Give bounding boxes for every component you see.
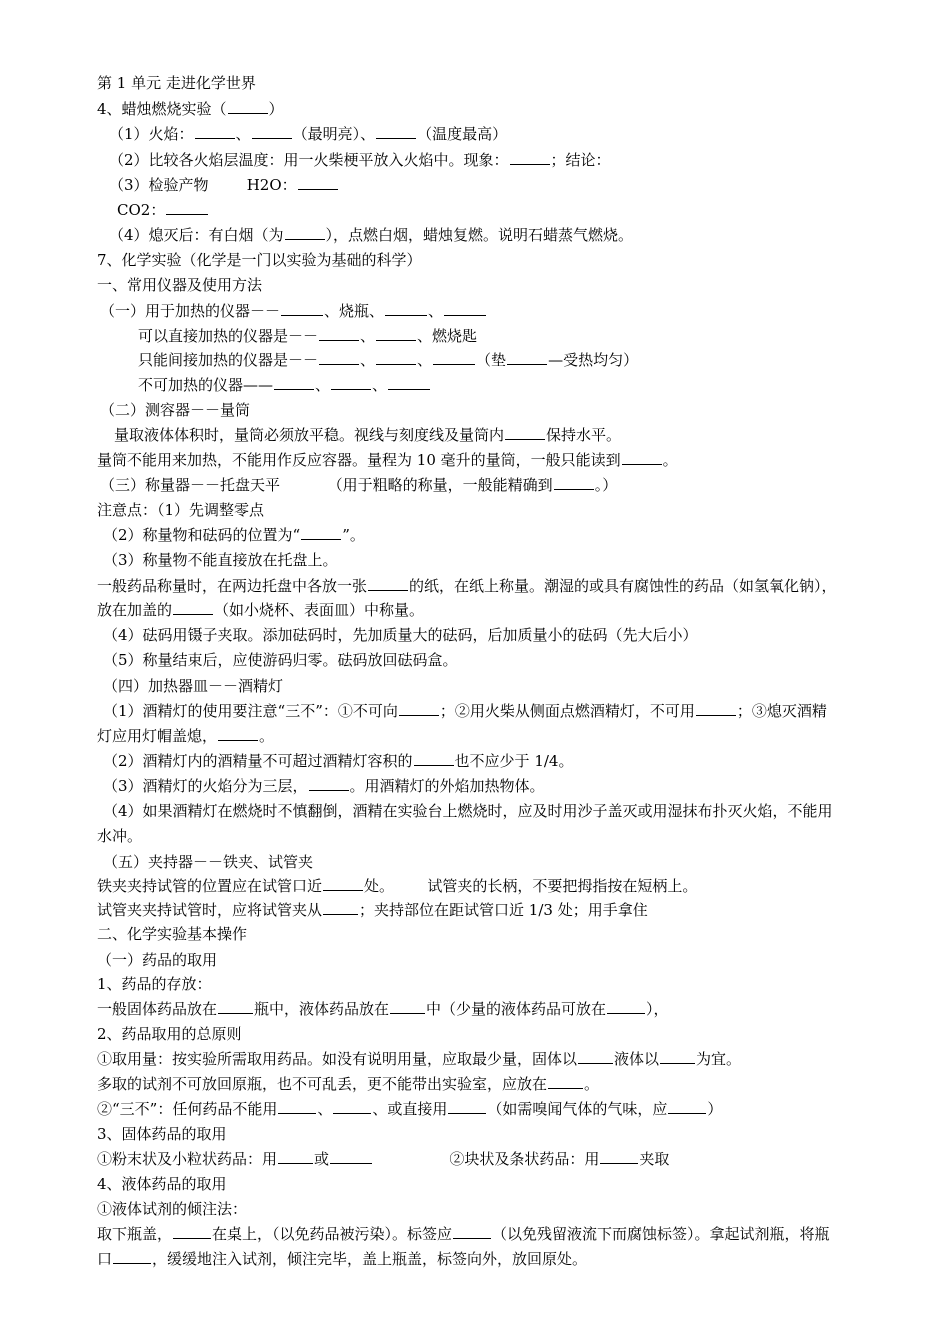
- text-line: [103, 676, 283, 696]
- text-line: [97, 576, 837, 596]
- fill-in-blank: [390, 999, 425, 1014]
- line-text: 注意点：（1）先调整零点: [97, 501, 265, 519]
- line-text: 4、液体药品的取用: [97, 1175, 227, 1193]
- unit-title: 第 1 单元 走进化学世界: [97, 74, 256, 92]
- fill-in-blank: [278, 1099, 316, 1114]
- fill-in-blank: [622, 450, 662, 465]
- line-text: 、: [315, 376, 331, 394]
- fill-in-blank: [505, 425, 545, 440]
- fill-in-blank: [548, 1074, 583, 1089]
- text-line: [97, 1249, 587, 1269]
- text-line: [103, 625, 698, 645]
- line-text: 二、化学实验基本操作: [97, 925, 248, 943]
- line-text: 试管夹夹持试管时，应将试管夹从: [97, 901, 323, 919]
- line-text: （以免残留液流下而腐蚀标签）。拿起试剂瓶，将瓶: [492, 1225, 830, 1243]
- text-line: [103, 650, 458, 670]
- fill-in-blank: [218, 999, 253, 1014]
- line-text: （如需嗅闻气体的气味，应: [487, 1100, 668, 1118]
- fill-in-blank: [668, 1099, 706, 1114]
- text-line: [97, 974, 212, 994]
- fill-in-blank: [696, 701, 736, 716]
- text-line: [103, 801, 833, 821]
- line-text: 取下瓶盖，: [97, 1225, 173, 1243]
- line-text: ，缓缓地注入试剂，倾注完毕，盖上瓶盖，标签向外，放回原处。: [152, 1250, 588, 1268]
- line-text: ），: [646, 1000, 669, 1018]
- line-text: 量筒不能用来加热，不能用作反应容器。量程为 10 毫升的量筒，一般只能读到: [97, 451, 621, 469]
- line-text: 在桌上，（以免药品被污染）。标签应: [212, 1225, 453, 1243]
- line-text: ；③熄灭酒精: [736, 702, 827, 720]
- line-text: （1）酒精灯的使用要注意“三不”：①不可向: [103, 702, 398, 720]
- text-line: [103, 550, 338, 570]
- line-text: 铁夹夹持试管的位置应在试管口近: [97, 877, 323, 895]
- line-text: （4）熄灭后：有白烟（为: [109, 226, 284, 244]
- fill-in-blank: [388, 375, 430, 390]
- fill-in-blank: [301, 525, 341, 540]
- line-text: （2）酒精灯内的酒精量不可超过酒精灯容积的: [103, 752, 413, 770]
- line-text: ①粉末状及小粒状药品：用: [97, 1150, 278, 1168]
- line-text: （最明亮）、: [292, 125, 376, 143]
- line-text: 放在加盖的: [97, 601, 173, 619]
- line-text: ）: [707, 1100, 723, 1118]
- fill-in-blank: [323, 876, 363, 891]
- line-text: ；结论：: [550, 151, 611, 169]
- text-line: [138, 350, 638, 370]
- line-text: ；②用火柴从侧面点燃酒精灯，不可用: [439, 702, 695, 720]
- fill-in-blank: [554, 475, 594, 490]
- line-text: （一）药品的取用: [97, 951, 218, 969]
- text-line: [97, 250, 422, 270]
- line-text: 3、固体药品的取用: [97, 1125, 227, 1143]
- fill-in-blank: [385, 301, 427, 316]
- text-line: [103, 525, 365, 545]
- text-line: [100, 301, 487, 321]
- line-text: 4、蜡烛燃烧实验（: [97, 100, 227, 118]
- line-text: （二）测容器－－量筒: [100, 401, 251, 419]
- line-text: ）: [268, 100, 284, 118]
- fill-in-blank: [173, 1224, 211, 1239]
- fill-in-blank: [173, 600, 213, 615]
- fill-in-blank: [444, 301, 486, 316]
- text-line: [97, 726, 274, 746]
- line-text: 为宜。: [696, 1050, 742, 1068]
- line-text: —受热均匀）: [548, 351, 639, 369]
- fill-in-blank: [298, 175, 338, 190]
- text-line: [97, 924, 247, 944]
- fill-in-blank: [433, 350, 475, 365]
- fill-in-blank: [368, 576, 408, 591]
- line-text: 或: [314, 1150, 330, 1168]
- text-line: [97, 950, 217, 970]
- text-line: [97, 1074, 599, 1094]
- text-line: [97, 600, 424, 620]
- text-line: [103, 852, 313, 872]
- line-text: 、: [360, 327, 376, 345]
- fill-in-blank: [376, 350, 416, 365]
- line-text: 、: [372, 376, 388, 394]
- text-line: [114, 425, 621, 445]
- line-text: （4）砝码用镊子夹取。添加砝码时，先加质量大的砝码，后加质量小的砝码（先大后小）: [103, 626, 698, 644]
- text-line: [97, 1174, 227, 1194]
- fill-in-blank: [285, 225, 325, 240]
- fill-in-blank: [399, 701, 439, 716]
- line-text: （3）检验产物 H2O：: [109, 176, 297, 194]
- text-line: [117, 200, 209, 220]
- line-text: 。: [259, 727, 275, 745]
- line-text: （2）比较各火焰层温度：用一火柴梗平放入火焰中。现象：: [109, 151, 509, 169]
- text-line: [100, 400, 250, 420]
- text-line: [103, 751, 573, 771]
- line-text: 、: [317, 1100, 333, 1118]
- fill-in-blank: [319, 350, 359, 365]
- fill-in-blank: [274, 375, 314, 390]
- line-text: （三）称量器－－托盘天平 （用于粗略的称量，一般能精确到: [100, 476, 553, 494]
- fill-in-blank: [166, 200, 208, 215]
- text-line: [138, 375, 431, 395]
- line-text: 量取液体体积时，量筒必须放平稳。视线与刻度线及量筒内: [114, 426, 505, 444]
- line-text: 2、药品取用的总原则: [97, 1025, 242, 1043]
- line-text: 一般药品称量时，在两边托盘中各放一张: [97, 577, 368, 595]
- text-line: [97, 500, 264, 520]
- text-line: [97, 1149, 669, 1169]
- line-text: CO2：: [117, 201, 166, 219]
- line-text: （4）如果酒精灯在燃烧时不慎翻倒，酒精在实验台上燃烧时，应及时用沙子盖灭或用湿抹布扑灭火焰，不能用: [103, 802, 833, 820]
- text-line: [97, 999, 669, 1019]
- line-text: ②“三不”：任何药品不能用: [97, 1100, 278, 1118]
- text-line: [97, 450, 678, 470]
- line-text: （5）称量结束后，应使游码归零。砝码放回砝码盒。: [103, 651, 458, 669]
- line-text: （四）加热器皿－－酒精灯: [103, 677, 284, 695]
- fill-in-blank: [333, 1099, 371, 1114]
- line-text: 7、化学实验（化学是一门以实验为基础的科学）: [97, 251, 422, 269]
- line-text: 只能间接加热的仪器是－－: [138, 351, 319, 369]
- line-text: ”。: [342, 526, 365, 544]
- fill-in-blank: [278, 1149, 313, 1164]
- text-line: [97, 1124, 227, 1144]
- line-text: （一）用于加热的仪器－－: [100, 302, 281, 320]
- line-text: 多取的试剂不可放回原瓶，也不可乱丢，更不能带出实验室，应放在: [97, 1075, 548, 1093]
- fill-in-blank: [578, 1049, 613, 1064]
- line-text: 处。 试管夹的长柄，不要把拇指按在短柄上。: [364, 877, 698, 895]
- fill-in-blank: [376, 326, 416, 341]
- text-line: [109, 175, 339, 195]
- line-text: 也不应少于 1/4。: [454, 752, 574, 770]
- line-text: （如小烧杯、表面皿）中称量。: [214, 601, 425, 619]
- line-text: （温度最高）: [417, 125, 508, 143]
- fill-in-blank: [331, 375, 371, 390]
- fill-in-blank: [195, 124, 235, 139]
- fill-in-blank: [228, 99, 268, 114]
- text-line: [97, 1199, 247, 1219]
- line-text: 。）: [594, 476, 618, 494]
- fill-in-blank: [414, 751, 454, 766]
- line-text: 、燃烧匙: [417, 327, 478, 345]
- line-text: 液体以: [614, 1050, 660, 1068]
- line-text: ①取用量：按实验所需取用药品。如没有说明用量，应取最少量，固体以: [97, 1050, 578, 1068]
- fill-in-blank: [448, 1099, 486, 1114]
- line-text: 不可加热的仪器——: [138, 376, 274, 394]
- text-line: [97, 1099, 722, 1119]
- fill-in-blank: [510, 150, 550, 165]
- line-text: （垫: [476, 351, 507, 369]
- line-text: 、: [417, 351, 433, 369]
- fill-in-blank: [330, 1149, 372, 1164]
- line-text: 夹取: [639, 1150, 670, 1168]
- fill-in-blank: [600, 1149, 638, 1164]
- text-line: [100, 475, 617, 495]
- fill-in-blank: [309, 776, 349, 791]
- fill-in-blank: [376, 124, 416, 139]
- line-text: 中（少量的液体药品可放在: [426, 1000, 607, 1018]
- line-text: 1、药品的存放：: [97, 975, 212, 993]
- fill-in-blank: [607, 999, 645, 1014]
- line-text: 一般固体药品放在: [97, 1000, 218, 1018]
- line-text: ①液体试剂的倾注法：: [97, 1200, 248, 1218]
- line-text: 口: [97, 1250, 113, 1268]
- fill-in-blank: [281, 301, 323, 316]
- text-line: [97, 876, 697, 896]
- text-line: [97, 99, 284, 119]
- line-text: 、: [235, 125, 251, 143]
- text-line: [138, 326, 477, 346]
- fill-in-blank: [453, 1224, 491, 1239]
- line-text: 一、常用仪器及使用方法: [97, 276, 263, 294]
- line-text: ；夹持部位在距试管口近 1/3 处；用手拿住: [359, 901, 648, 919]
- line-text: 的纸，在纸上称量。潮湿的或具有腐蚀性的药品（如氢氧化钠），: [409, 577, 837, 595]
- line-text: 瓶中，液体药品放在: [254, 1000, 390, 1018]
- line-text: （3）酒精灯的火焰分为三层，: [103, 777, 308, 795]
- line-text: 。用酒精灯的外焰加热物体。: [349, 777, 545, 795]
- line-text: ），点燃白烟，蜡烛复燃。说明石蜡蒸气燃烧。: [325, 226, 634, 244]
- text-line: [97, 1224, 830, 1244]
- line-text: 。: [662, 451, 678, 469]
- line-text: 可以直接加热的仪器是－－: [138, 327, 319, 345]
- fill-in-blank: [660, 1049, 695, 1064]
- text-line: [109, 150, 611, 170]
- line-text: ②块状及条状药品：用: [373, 1150, 600, 1168]
- line-text: （1）火焰：: [109, 125, 194, 143]
- line-text: 保持水平。: [546, 426, 622, 444]
- line-text: 水冲。: [97, 827, 143, 845]
- line-text: （2）称量物和砝码的位置为“: [103, 526, 301, 544]
- line-text: 、: [360, 351, 376, 369]
- text-line: [97, 826, 142, 846]
- fill-in-blank: [507, 350, 547, 365]
- text-line: [109, 124, 507, 144]
- fill-in-blank: [319, 326, 359, 341]
- line-text: （3）称量物不能直接放在托盘上。: [103, 551, 338, 569]
- text-line: [103, 701, 827, 721]
- fill-in-blank: [113, 1249, 151, 1264]
- line-text: （五）夹持器－－铁夹、试管夹: [103, 853, 314, 871]
- line-text: 、或直接用: [372, 1100, 448, 1118]
- line-text: 、烧瓶、: [324, 302, 385, 320]
- text-line: [103, 776, 545, 796]
- text-line: [97, 900, 648, 920]
- fill-in-blank: [218, 726, 258, 741]
- text-line: [97, 1049, 741, 1069]
- text-line: [109, 225, 633, 245]
- text-line: [97, 1024, 242, 1044]
- line-text: 、: [428, 302, 444, 320]
- line-text: 。: [584, 1075, 600, 1093]
- fill-in-blank: [252, 124, 292, 139]
- fill-in-blank: [323, 900, 358, 915]
- line-text: 灯应用灯帽盖熄，: [97, 727, 218, 745]
- text-line: [97, 275, 262, 295]
